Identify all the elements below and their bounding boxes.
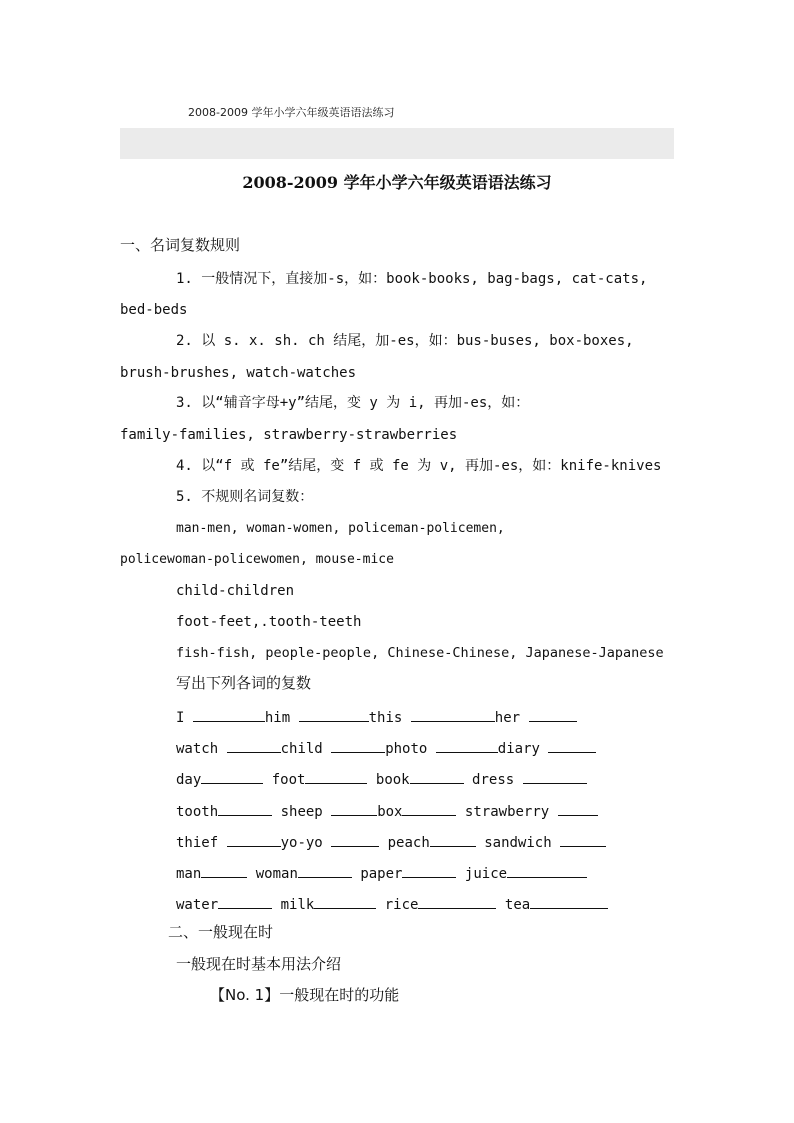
exercise-title: 写出下列各词的复数 bbox=[176, 674, 312, 692]
word-photo: photo bbox=[385, 741, 428, 757]
word-day: day bbox=[176, 772, 202, 788]
answer-blank[interactable] bbox=[331, 834, 379, 847]
rule-3-line-a: 3. 以“辅音字母+y”结尾，变 y 为 i, 再加-es，如： bbox=[176, 395, 530, 411]
irregular-line-3: child-children bbox=[176, 583, 295, 599]
answer-blank[interactable] bbox=[331, 803, 377, 816]
word-woman: woman bbox=[255, 866, 298, 882]
word-watch: watch bbox=[176, 741, 219, 757]
answer-blank[interactable] bbox=[529, 709, 577, 722]
answer-blank[interactable] bbox=[430, 834, 476, 847]
answer-blank[interactable] bbox=[298, 865, 352, 878]
rule-4: 4. 以“f 或 fe”结尾，变 f 或 fe 为 v, 再加-es，如：knife-knives bbox=[176, 458, 662, 474]
document-title: 2008-2009 学年小学六年级英语语法练习 bbox=[242, 173, 552, 192]
word-book: book bbox=[375, 772, 410, 788]
answer-blank[interactable] bbox=[193, 709, 265, 722]
answer-blank[interactable] bbox=[548, 740, 596, 753]
answer-blank[interactable] bbox=[402, 803, 456, 816]
word-water: water bbox=[176, 897, 219, 913]
answer-blank[interactable] bbox=[305, 771, 367, 784]
answer-blank[interactable] bbox=[227, 834, 281, 847]
irregular-line-5: fish-fish, people-people, Chinese-Chinese, Japanese-Japanese bbox=[176, 645, 664, 661]
answer-blank[interactable] bbox=[201, 771, 263, 784]
answer-blank[interactable] bbox=[218, 896, 272, 909]
answer-blank[interactable] bbox=[530, 896, 608, 909]
word-peach: peach bbox=[387, 835, 430, 851]
answer-blank[interactable] bbox=[331, 740, 385, 753]
word-sandwich: sandwich bbox=[484, 835, 552, 851]
exercise-row bbox=[176, 709, 577, 725]
irregular-line-1: man-men, woman-women, policeman-policemen, bbox=[176, 521, 505, 536]
section-heading-nouns: 一、名词复数规则 bbox=[120, 236, 241, 254]
irregular-line-4: foot-feet,.tooth-teeth bbox=[176, 614, 362, 630]
word-juice: juice bbox=[464, 866, 508, 882]
answer-blank[interactable] bbox=[523, 771, 587, 784]
word-yo-yo: yo-yo bbox=[280, 835, 323, 851]
section-heading-present-simple: 二、一般现在时 bbox=[168, 923, 274, 941]
answer-blank[interactable] bbox=[560, 834, 606, 847]
answer-blank[interactable] bbox=[558, 803, 598, 816]
present-simple-no1: 【No. 1】一般现在时的功能 bbox=[210, 986, 400, 1004]
answer-blank[interactable] bbox=[227, 740, 281, 753]
exercise-row bbox=[176, 896, 608, 912]
exercise-row bbox=[176, 740, 596, 756]
word-box: box bbox=[377, 804, 403, 820]
word-foot: foot bbox=[271, 772, 306, 788]
answer-blank[interactable] bbox=[201, 865, 247, 878]
word-tea: tea bbox=[504, 897, 531, 913]
exercise-row bbox=[176, 803, 598, 819]
word-paper: paper bbox=[360, 866, 403, 882]
word-her: her bbox=[494, 710, 521, 726]
answer-blank[interactable] bbox=[218, 803, 272, 816]
page-header: 2008-2009 学年小学六年级英语语法练习 bbox=[188, 106, 395, 119]
answer-blank[interactable] bbox=[418, 896, 496, 909]
rule-3-line-b: family-families, strawberry-strawberries bbox=[120, 427, 458, 443]
exercise-row bbox=[176, 771, 587, 787]
answer-blank[interactable] bbox=[507, 865, 587, 878]
answer-blank[interactable] bbox=[410, 771, 464, 784]
answer-blank[interactable] bbox=[314, 896, 376, 909]
word-diary: diary bbox=[497, 741, 540, 757]
rule-1-line-a: 1. 一般情况下，直接加-s，如：book-books, bag-bags, cat-cats, bbox=[176, 271, 648, 287]
word-thief: thief bbox=[176, 835, 219, 851]
word-strawberry: strawberry bbox=[464, 804, 550, 820]
word-man: man bbox=[176, 866, 202, 882]
rule-1-line-b: bed-beds bbox=[120, 302, 188, 318]
word-i: I bbox=[176, 710, 185, 726]
word-child: child bbox=[280, 741, 323, 757]
word-him: him bbox=[264, 710, 291, 726]
word-tooth: tooth bbox=[176, 804, 219, 820]
answer-blank[interactable] bbox=[411, 709, 495, 722]
exercise-row bbox=[176, 865, 587, 881]
irregular-line-2: policewoman-policewomen, mouse-mice bbox=[120, 552, 394, 567]
rule-2-line-b: brush-brushes, watch-watches bbox=[120, 365, 357, 381]
word-sheep: sheep bbox=[280, 804, 323, 820]
exercise-row bbox=[176, 834, 606, 850]
header-shading-bar bbox=[120, 128, 674, 159]
answer-blank[interactable] bbox=[436, 740, 498, 753]
word-dress: dress bbox=[472, 772, 515, 788]
present-simple-intro: 一般现在时基本用法介绍 bbox=[176, 955, 342, 973]
rule-2-line-a: 2. 以 s. x. sh. ch 结尾，加-es，如：bus-buses, box-boxes, bbox=[176, 333, 634, 349]
rule-5: 5. 不规则名词复数： bbox=[176, 489, 314, 505]
answer-blank[interactable] bbox=[402, 865, 456, 878]
answer-blank[interactable] bbox=[299, 709, 369, 722]
word-this: this bbox=[368, 710, 403, 726]
word-milk: milk bbox=[280, 897, 315, 913]
word-rice: rice bbox=[384, 897, 419, 913]
